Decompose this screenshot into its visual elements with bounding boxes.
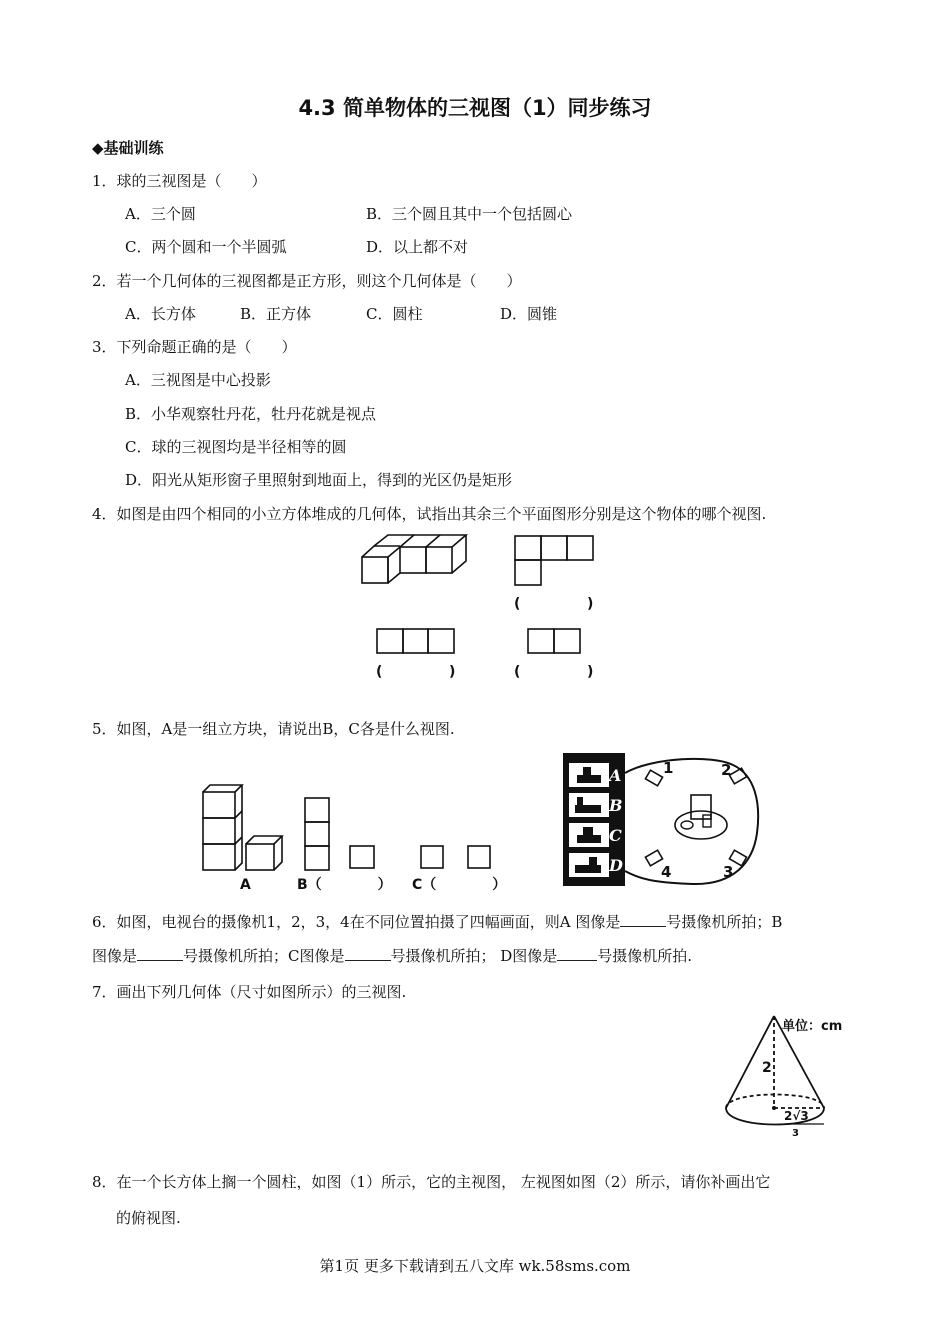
- q3-option-d: D．阳光从矩形窗子里照射到地面上，得到的光区仍是矩形: [125, 471, 513, 489]
- question-1-stem: 1．球的三视图是（ ）: [92, 172, 267, 190]
- q5-camera-label-2: 2: [721, 761, 732, 779]
- q5-cube-figures: [198, 784, 498, 874]
- q5-camera-label-1: 1: [663, 759, 674, 777]
- q2-option-d: D．圆锥: [500, 305, 558, 323]
- question-5-stem: 5．如图，A是一组立方块，请说出B，C各是什么视图.: [92, 720, 455, 738]
- question-8-line-1: 8．在一个长方体上搁一个圆柱，如图（1）所示，它的主视图， 左视图如图（2）所示，请你补画出它: [92, 1173, 771, 1191]
- q6-blank-b[interactable]: [137, 946, 183, 961]
- q7-radius-label: 2√3: [784, 1109, 809, 1123]
- q3-option-c: C．球的三视图均是半径相等的圆: [125, 438, 347, 456]
- section-heading: ◆基础训练: [92, 139, 164, 157]
- q3-option-a: A．三视图是中心投影: [125, 371, 271, 389]
- q4-top-view-figure: [514, 535, 594, 587]
- q6-blank-d[interactable]: [557, 946, 597, 961]
- q5-camera-label-3: 3: [723, 863, 734, 881]
- q7-unit-label: 单位：cm: [782, 1019, 843, 1034]
- q7-height-label: 2: [762, 1060, 772, 1076]
- q7-radius-subscript: 3: [792, 1128, 799, 1139]
- q5-photo-label-b: B: [609, 796, 623, 815]
- question-7-stem: 7．画出下列几何体（尺寸如图所示）的三视图.: [92, 983, 407, 1001]
- page-title: 4.3 简单物体的三视图（1）同步练习: [298, 96, 652, 120]
- q1-option-d: D．以上都不对: [366, 238, 469, 256]
- q5-photo-label-c: C: [609, 826, 622, 845]
- question-4-stem: 4．如图是由四个相同的小立方体堆成的几何体，试指出其余三个平面图形分别是这个物体的哪个视图.: [92, 505, 767, 523]
- q2-option-a: A．长方体: [125, 305, 196, 323]
- q4-front-view-figure: [376, 628, 456, 656]
- q5-camera-scene: [563, 753, 763, 888]
- q5-camera-label-4: 4: [661, 863, 672, 881]
- q5-photo-label-d: D: [609, 856, 623, 875]
- q2-option-b: B．正方体: [240, 305, 312, 323]
- q2-option-c: C．圆柱: [366, 305, 423, 323]
- q1-option-c: C．两个圆和一个半圆弧: [125, 238, 287, 256]
- q5-photo-label-a: A: [609, 766, 622, 785]
- page-footer: 第1页 更多下载请到五八文库 wk.58sms.com: [319, 1257, 631, 1275]
- q1-option-a: A．三个圆: [125, 205, 196, 223]
- q6-blank-c[interactable]: [345, 946, 391, 961]
- question-8-line-2: 的俯视图.: [116, 1209, 181, 1227]
- q4-answer-paren-2-open: (: [376, 664, 383, 680]
- q7-cone-figure: [720, 1012, 860, 1144]
- q4-isometric-figure: [360, 533, 470, 585]
- q3-option-b: B．小华观察牡丹花，牡丹花就是视点: [125, 405, 377, 423]
- q4-answer-paren-1-open: (: [514, 596, 521, 612]
- q5-label-b: B（ ）: [297, 877, 392, 893]
- q4-answer-paren-3-open: (: [514, 664, 521, 680]
- q4-answer-paren-3-close: ): [587, 664, 594, 680]
- q4-side-view-figure: [527, 628, 583, 656]
- question-2-stem: 2．若一个几何体的三视图都是正方形，则这个几何体是（ ）: [92, 272, 522, 290]
- question-3-stem: 3．下列命题正确的是（ ）: [92, 338, 297, 356]
- q6-blank-a[interactable]: [620, 912, 666, 927]
- question-6-line-2: 图像是 号摄像机所拍；C图像是 号摄像机所拍； D图像是 号摄像机所拍.: [92, 947, 693, 965]
- question-6-line-1: 6．如图，电视台的摄像机1，2，3，4在不同位置拍摄了四幅画面，则A 图像是 号摄像机所拍；B: [92, 913, 783, 931]
- q4-answer-paren-1-close: ): [587, 596, 594, 612]
- q5-label-c: C（ ）: [412, 877, 507, 893]
- q1-option-b: B．三个圆且其中一个包括圆心: [366, 205, 573, 223]
- q5-label-a: A: [240, 877, 251, 893]
- q4-answer-paren-2-close: ): [449, 664, 456, 680]
